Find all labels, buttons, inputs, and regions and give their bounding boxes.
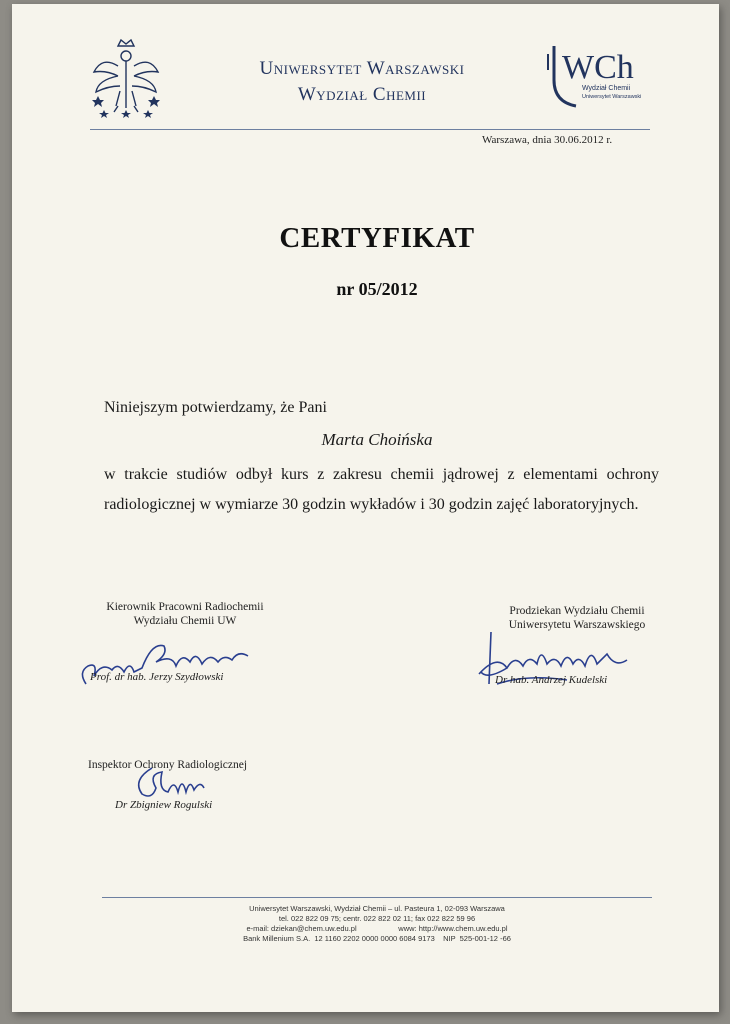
footer-phone: tel. 022 822 09 75; centr. 022 822 02 11; fax 022 822 59 96	[278, 914, 476, 923]
recipient-name: Marta Choińska	[321, 430, 433, 449]
logo-subtitle-2: Uniwersytet Warszawski	[582, 94, 642, 100]
bottom-signer-name: Dr Zbigniew Rogulski	[115, 799, 213, 811]
certificate-title: CERTYFIKAT	[279, 222, 475, 254]
faculty-wch-logo	[540, 40, 670, 120]
university-eagle-crest-icon	[88, 36, 164, 118]
right-signer-name: Dr hab. Andrzej Kudelski	[495, 674, 608, 686]
certificate-intro: Niniejszym potwierdzamy, że Pani	[104, 399, 327, 416]
left-signer-name: Prof. dr hab. Jerzy Szydłowski	[90, 671, 224, 683]
certificate-body-text: w trakcie studiów odbył kurs z zakresu chemii jądrowej z elementami ochrony radiologicznej w wymiarze 30 godzin wykładów i 30 godzin zajęć laboratoryjnych.	[104, 466, 659, 513]
footer-bank: Bank Millenium S.A. 12 1160 2202 0000 0000 6084 9173 NIP 525-001-12 -66	[243, 934, 511, 943]
footer-email-web: e-mail: dziekan@chem.uw.edu.pl www: http://www.chem.uw.edu.pl	[246, 924, 508, 933]
certificate-page	[12, 4, 719, 1012]
university-name-line1: Uniwersytet Warszawski	[259, 58, 465, 79]
university-name	[217, 56, 507, 108]
bottom-signer-role: Inspektor Ochrony Radiologicznej	[88, 759, 248, 771]
left-signer-role-line2: Wydziału Chemii UW	[133, 615, 237, 627]
logo-subtitle-1: Wydział Chemii	[582, 85, 631, 92]
footer-address: Uniwersytet Warszawski, Wydział Chemii – ul. Pasteura 1, 02-093 Warszawa	[249, 904, 505, 913]
left-signer-role	[80, 600, 290, 628]
right-signer-role-line2: Uniwersytetu Warszawskiego	[508, 619, 646, 631]
certificate-number: nr 05/2012	[336, 279, 418, 299]
right-signer-role-line1: Prodziekan Wydziału Chemii	[509, 605, 645, 617]
left-signer-role-line1: Kierownik Pracowni Radiochemii	[106, 601, 264, 613]
logo-wch-text: WCh	[562, 49, 634, 86]
left-signature-image	[72, 632, 272, 692]
issue-date: Warszawa, dnia 30.06.2012 r.	[482, 134, 613, 146]
header-divider	[90, 129, 650, 130]
footer-contact-info	[162, 904, 592, 944]
university-name-line2: Wydział Chemii	[297, 84, 427, 105]
footer-divider	[102, 897, 652, 898]
